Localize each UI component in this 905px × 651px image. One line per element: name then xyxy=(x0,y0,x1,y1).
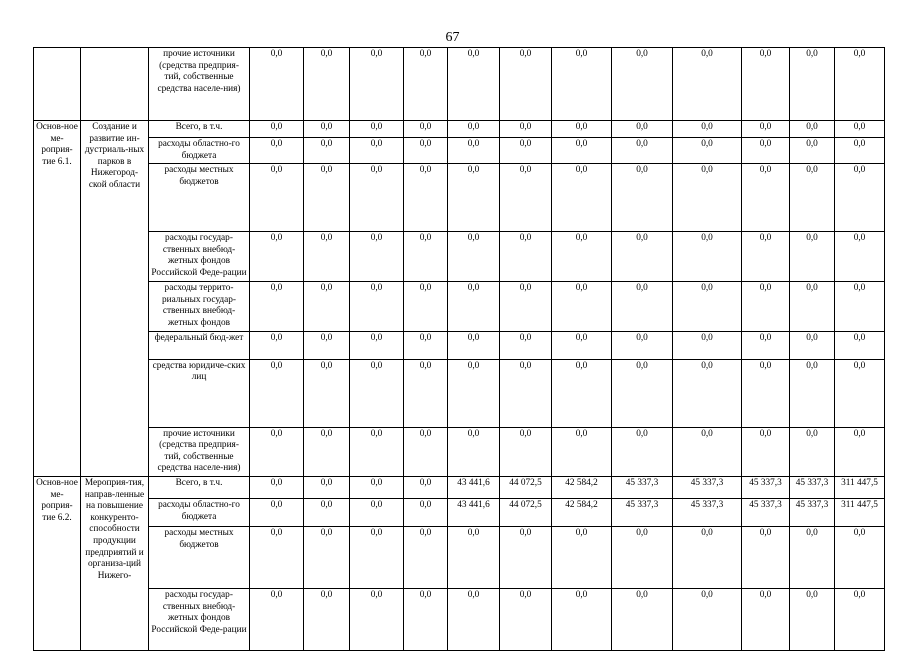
value-cell: 45 337,3 xyxy=(742,498,790,526)
value-cell: 0,0 xyxy=(673,164,742,232)
value-cell: 0,0 xyxy=(552,359,612,427)
value-cell: 0,0 xyxy=(790,232,835,282)
measure-name-cell xyxy=(81,48,149,121)
value-cell: 0,0 xyxy=(500,526,552,588)
value-cell: 0,0 xyxy=(742,164,790,232)
value-cell: 0,0 xyxy=(250,498,304,526)
value-cell: 0,0 xyxy=(835,48,885,121)
funding-source-cell: Всего, в т.ч. xyxy=(149,476,250,498)
value-cell: 0,0 xyxy=(304,476,350,498)
value-cell: 0,0 xyxy=(500,121,552,138)
value-cell: 0,0 xyxy=(500,282,552,331)
value-cell: 0,0 xyxy=(552,232,612,282)
value-cell: 0,0 xyxy=(742,138,790,164)
value-cell: 0,0 xyxy=(835,232,885,282)
value-cell: 42 584,2 xyxy=(552,498,612,526)
value-cell: 42 584,2 xyxy=(552,476,612,498)
value-cell: 0,0 xyxy=(742,232,790,282)
value-cell: 0,0 xyxy=(350,48,404,121)
value-cell: 0,0 xyxy=(304,331,350,359)
value-cell: 0,0 xyxy=(612,232,673,282)
table-row xyxy=(34,164,885,232)
table-row xyxy=(34,232,885,282)
value-cell: 43 441,6 xyxy=(448,498,500,526)
value-cell: 0,0 xyxy=(448,48,500,121)
value-cell: 0,0 xyxy=(304,48,350,121)
value-cell: 0,0 xyxy=(500,164,552,232)
value-cell: 0,0 xyxy=(304,526,350,588)
value-cell: 0,0 xyxy=(835,331,885,359)
value-cell: 0,0 xyxy=(552,588,612,650)
value-cell: 45 337,3 xyxy=(790,498,835,526)
value-cell: 0,0 xyxy=(448,164,500,232)
value-cell: 0,0 xyxy=(835,526,885,588)
value-cell: 0,0 xyxy=(612,48,673,121)
value-cell: 0,0 xyxy=(304,588,350,650)
value-cell: 0,0 xyxy=(304,282,350,331)
table-row xyxy=(34,498,885,526)
funding-source-cell: расходы местных бюджетов xyxy=(149,164,250,232)
value-cell: 0,0 xyxy=(404,427,448,476)
funding-source-cell: расходы областно-го бюджета xyxy=(149,498,250,526)
table-row xyxy=(34,427,885,476)
value-cell: 0,0 xyxy=(448,121,500,138)
value-cell: 0,0 xyxy=(673,526,742,588)
value-cell: 45 337,3 xyxy=(673,498,742,526)
table-row xyxy=(34,476,885,498)
value-cell: 45 337,3 xyxy=(612,476,673,498)
value-cell: 0,0 xyxy=(404,588,448,650)
funding-source-cell: расходы государ-ственных внебюд-жетных фондов Российской Феде-рации xyxy=(149,588,250,650)
value-cell: 0,0 xyxy=(552,282,612,331)
value-cell: 0,0 xyxy=(448,427,500,476)
value-cell: 0,0 xyxy=(404,282,448,331)
value-cell: 44 072,5 xyxy=(500,498,552,526)
value-cell: 0,0 xyxy=(552,331,612,359)
table-row xyxy=(34,121,885,138)
value-cell: 0,0 xyxy=(835,427,885,476)
value-cell: 0,0 xyxy=(350,526,404,588)
value-cell: 0,0 xyxy=(673,282,742,331)
value-cell: 0,0 xyxy=(250,526,304,588)
value-cell: 0,0 xyxy=(448,526,500,588)
value-cell: 0,0 xyxy=(742,427,790,476)
value-cell: 0,0 xyxy=(673,331,742,359)
value-cell: 45 337,3 xyxy=(742,476,790,498)
measure-number-cell: Основ-ное ме-роприя-тие 6.2. xyxy=(34,476,81,650)
value-cell: 0,0 xyxy=(552,121,612,138)
value-cell: 0,0 xyxy=(250,232,304,282)
funding-source-cell: Всего, в т.ч. xyxy=(149,121,250,138)
value-cell: 0,0 xyxy=(790,331,835,359)
value-cell: 0,0 xyxy=(448,331,500,359)
value-cell: 0,0 xyxy=(304,498,350,526)
value-cell: 0,0 xyxy=(250,121,304,138)
value-cell: 0,0 xyxy=(448,359,500,427)
value-cell: 0,0 xyxy=(790,359,835,427)
value-cell: 0,0 xyxy=(404,48,448,121)
table-row xyxy=(34,282,885,331)
table-row xyxy=(34,359,885,427)
value-cell: 0,0 xyxy=(612,588,673,650)
value-cell: 0,0 xyxy=(673,359,742,427)
value-cell: 0,0 xyxy=(790,427,835,476)
value-cell: 0,0 xyxy=(790,526,835,588)
value-cell: 0,0 xyxy=(673,121,742,138)
value-cell: 0,0 xyxy=(404,476,448,498)
value-cell: 0,0 xyxy=(350,331,404,359)
value-cell: 0,0 xyxy=(404,138,448,164)
value-cell: 311 447,5 xyxy=(835,476,885,498)
value-cell: 0,0 xyxy=(350,359,404,427)
value-cell: 0,0 xyxy=(500,138,552,164)
value-cell: 0,0 xyxy=(742,121,790,138)
value-cell: 0,0 xyxy=(250,48,304,121)
value-cell: 0,0 xyxy=(612,427,673,476)
value-cell: 0,0 xyxy=(612,526,673,588)
value-cell: 0,0 xyxy=(790,48,835,121)
value-cell: 0,0 xyxy=(835,588,885,650)
value-cell: 0,0 xyxy=(552,427,612,476)
value-cell: 0,0 xyxy=(552,526,612,588)
value-cell: 0,0 xyxy=(790,588,835,650)
value-cell: 0,0 xyxy=(835,138,885,164)
value-cell: 0,0 xyxy=(673,138,742,164)
measure-name-cell: Мероприя-тия, направ-ленные на повышение конкуренто-способности продукции предприятий и организа-ций Нижего- xyxy=(81,476,149,650)
value-cell: 0,0 xyxy=(304,359,350,427)
value-cell: 0,0 xyxy=(350,282,404,331)
page-number: 67 xyxy=(445,30,460,45)
value-cell: 0,0 xyxy=(448,588,500,650)
value-cell: 0,0 xyxy=(500,331,552,359)
value-cell: 0,0 xyxy=(612,121,673,138)
value-cell: 0,0 xyxy=(742,359,790,427)
value-cell: 0,0 xyxy=(790,164,835,232)
value-cell: 0,0 xyxy=(350,232,404,282)
measure-name-cell: Создание и развитие ин-дустриаль-ных парков в Нижегород-ской области xyxy=(81,121,149,477)
value-cell: 0,0 xyxy=(552,164,612,232)
funding-source-cell: расходы террито-риальных государ-ственных внебюд-жетных фондов xyxy=(149,282,250,331)
value-cell: 0,0 xyxy=(673,48,742,121)
value-cell: 0,0 xyxy=(835,282,885,331)
value-cell: 0,0 xyxy=(500,427,552,476)
value-cell: 0,0 xyxy=(742,282,790,331)
funding-source-cell: расходы областно-го бюджета xyxy=(149,138,250,164)
value-cell: 0,0 xyxy=(835,121,885,138)
value-cell: 0,0 xyxy=(404,498,448,526)
value-cell: 0,0 xyxy=(500,588,552,650)
value-cell: 0,0 xyxy=(790,138,835,164)
value-cell: 0,0 xyxy=(250,359,304,427)
value-cell: 0,0 xyxy=(404,121,448,138)
value-cell: 0,0 xyxy=(835,359,885,427)
value-cell: 44 072,5 xyxy=(500,476,552,498)
funding-source-cell: расходы государ-ственных внебюд-жетных фондов Российской Феде-рации xyxy=(149,232,250,282)
value-cell: 0,0 xyxy=(250,427,304,476)
value-cell: 311 447,5 xyxy=(835,498,885,526)
value-cell: 0,0 xyxy=(612,138,673,164)
value-cell: 0,0 xyxy=(350,588,404,650)
value-cell: 0,0 xyxy=(404,331,448,359)
value-cell: 0,0 xyxy=(404,232,448,282)
value-cell: 0,0 xyxy=(742,48,790,121)
value-cell: 0,0 xyxy=(552,48,612,121)
value-cell: 0,0 xyxy=(350,427,404,476)
value-cell: 0,0 xyxy=(612,282,673,331)
value-cell: 0,0 xyxy=(304,138,350,164)
value-cell: 0,0 xyxy=(250,282,304,331)
value-cell: 43 441,6 xyxy=(448,476,500,498)
value-cell: 0,0 xyxy=(250,331,304,359)
value-cell: 0,0 xyxy=(673,427,742,476)
value-cell: 0,0 xyxy=(790,282,835,331)
value-cell: 0,0 xyxy=(500,359,552,427)
value-cell: 0,0 xyxy=(612,359,673,427)
table-row xyxy=(34,588,885,650)
value-cell: 0,0 xyxy=(552,138,612,164)
value-cell: 0,0 xyxy=(500,232,552,282)
table-row xyxy=(34,138,885,164)
value-cell: 0,0 xyxy=(404,164,448,232)
value-cell: 45 337,3 xyxy=(673,476,742,498)
value-cell: 0,0 xyxy=(612,164,673,232)
value-cell: 0,0 xyxy=(448,138,500,164)
value-cell: 0,0 xyxy=(250,588,304,650)
value-cell: 0,0 xyxy=(742,588,790,650)
value-cell: 45 337,3 xyxy=(790,476,835,498)
funding-source-cell: расходы местных бюджетов xyxy=(149,526,250,588)
table-row xyxy=(34,526,885,588)
funding-source-cell: прочие источники (средства предприя-тий, собственные средства населе-ния) xyxy=(149,48,250,121)
value-cell: 0,0 xyxy=(350,476,404,498)
value-cell: 0,0 xyxy=(448,282,500,331)
value-cell: 0,0 xyxy=(790,121,835,138)
value-cell: 0,0 xyxy=(304,232,350,282)
funding-source-cell: прочие источники (средства предприя-тий, собственные средства населе-ния) xyxy=(149,427,250,476)
value-cell: 0,0 xyxy=(404,359,448,427)
funding-table xyxy=(33,47,885,651)
value-cell: 0,0 xyxy=(742,526,790,588)
value-cell: 0,0 xyxy=(673,588,742,650)
value-cell: 0,0 xyxy=(304,121,350,138)
value-cell: 0,0 xyxy=(673,232,742,282)
value-cell: 0,0 xyxy=(350,121,404,138)
table-row xyxy=(34,48,885,121)
value-cell: 0,0 xyxy=(404,526,448,588)
measure-number-cell xyxy=(34,48,81,121)
value-cell: 0,0 xyxy=(742,331,790,359)
value-cell: 0,0 xyxy=(448,232,500,282)
value-cell: 0,0 xyxy=(250,476,304,498)
value-cell: 0,0 xyxy=(350,138,404,164)
measure-number-cell: Основ-ное ме-роприя-тие 6.1. xyxy=(34,121,81,477)
value-cell: 0,0 xyxy=(250,164,304,232)
funding-source-cell: федеральный бюд-жет xyxy=(149,331,250,359)
value-cell: 0,0 xyxy=(835,164,885,232)
value-cell: 0,0 xyxy=(250,138,304,164)
funding-source-cell: средства юридиче-ских лиц xyxy=(149,359,250,427)
value-cell: 0,0 xyxy=(612,331,673,359)
value-cell: 0,0 xyxy=(350,498,404,526)
value-cell: 45 337,3 xyxy=(612,498,673,526)
value-cell: 0,0 xyxy=(304,427,350,476)
value-cell: 0,0 xyxy=(304,164,350,232)
value-cell: 0,0 xyxy=(350,164,404,232)
value-cell: 0,0 xyxy=(500,48,552,121)
table-row xyxy=(34,331,885,359)
